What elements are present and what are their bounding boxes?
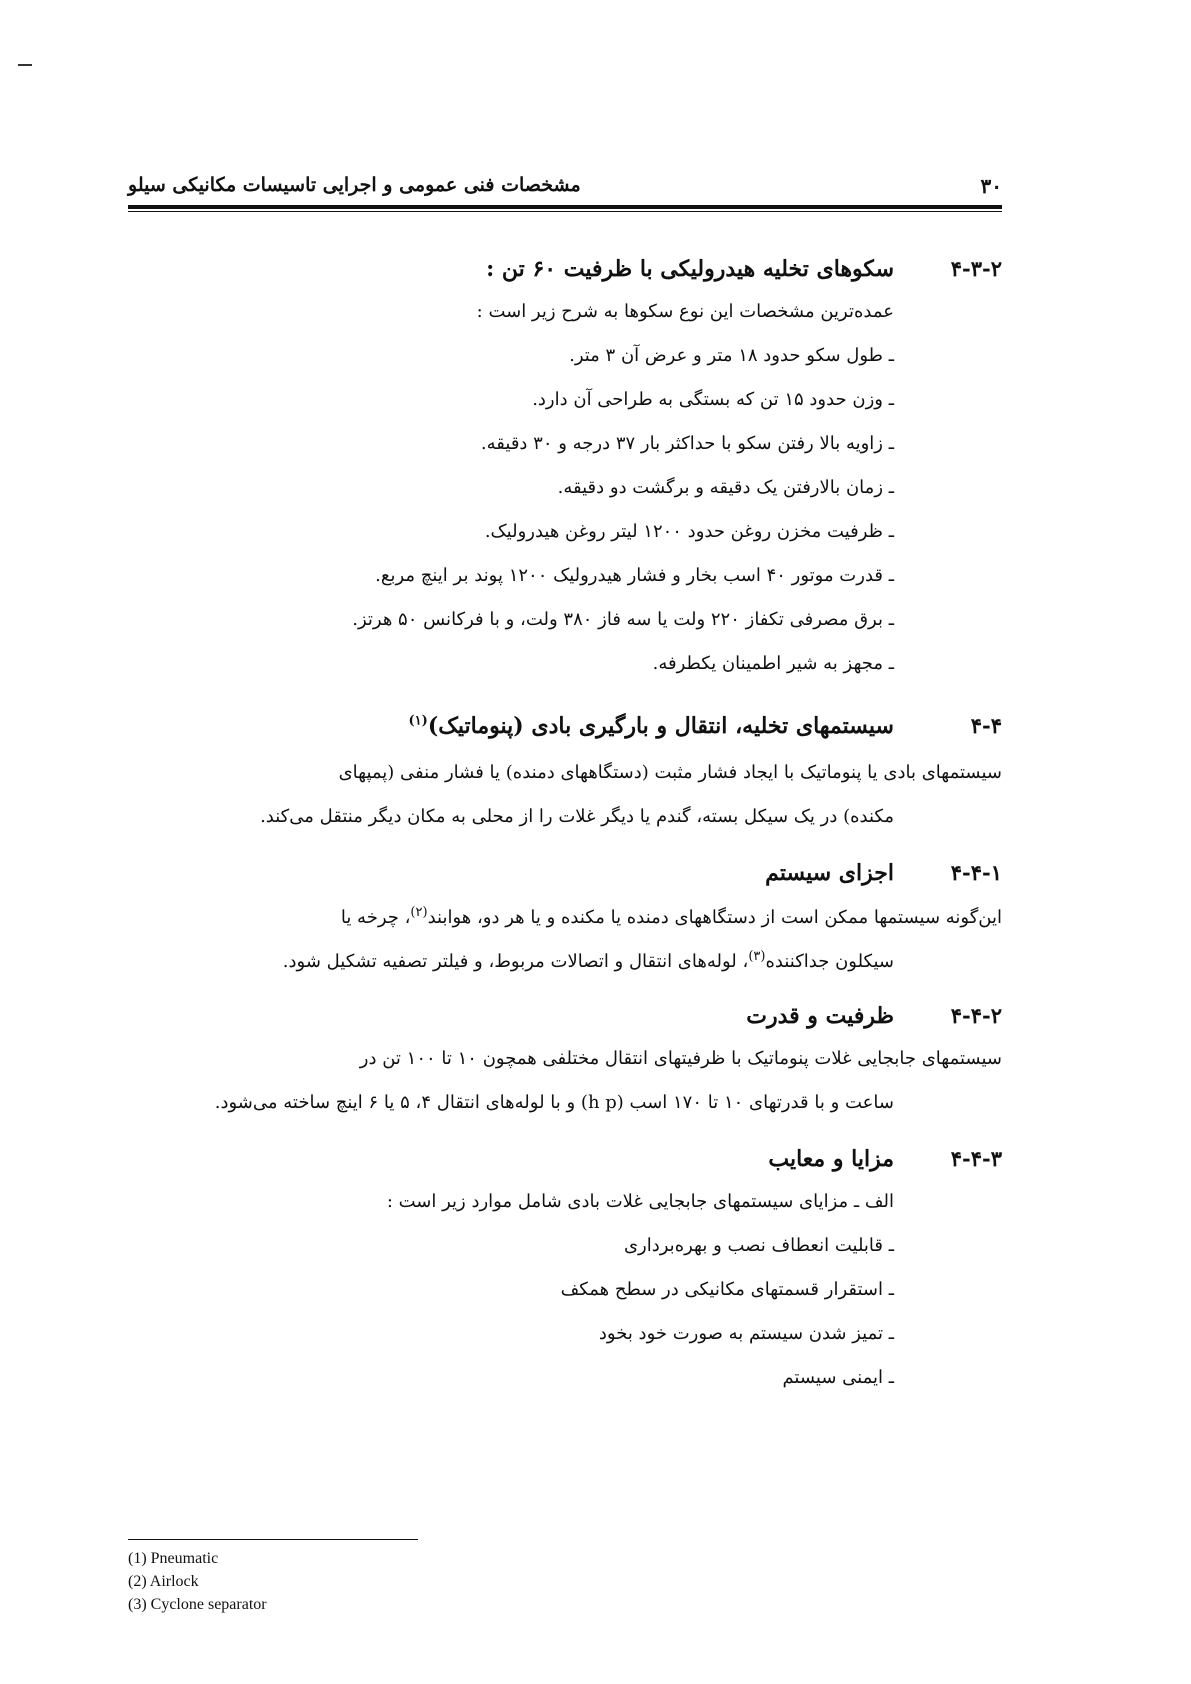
section-4-4-heading bbox=[302, 713, 1002, 745]
section-title: سیستمهای تخلیه، انتقال و بارگیری بادی (پنوماتیک)$^{(۱)}$ bbox=[408, 713, 894, 739]
footnote: (1) Pneumatic bbox=[128, 1550, 219, 1567]
header-rule-thick bbox=[128, 205, 1002, 209]
section-intro: الف ـ مزایای سیستمهای جابجایی غلات بادی شامل موارد زیر است : bbox=[386, 1191, 894, 1212]
section-4-3-2-heading bbox=[302, 256, 1002, 286]
paragraph-line: مکنده) در یک سیکل بسته، گندم یا دیگر غلات را از محلی به مکان دیگر منتقل می‌کند. bbox=[260, 806, 894, 827]
footnote-ref: (۲) bbox=[410, 905, 428, 920]
list-item: ـ استقرار قسمتهای مکانیکی در سطح همکف bbox=[560, 1279, 894, 1300]
section-4-4-2-heading bbox=[302, 1003, 1002, 1033]
list-item: ـ برق مصرفی تکفاز ۲۲۰ ولت یا سه فاز ۳۸۰ ولت، و با فرکانس ۵۰ هرتز. bbox=[352, 609, 894, 630]
section-title: ظرفیت و قدرت bbox=[746, 1003, 894, 1029]
footnote-ref: (۳) bbox=[748, 949, 766, 964]
section-title: مزایا و معایب bbox=[768, 1146, 894, 1172]
section-number: ۴-۴-۳ bbox=[950, 1146, 1002, 1171]
section-number: ۴-۴-۱ bbox=[950, 860, 1002, 885]
section-4-4-3-heading bbox=[302, 1146, 1002, 1176]
page-header bbox=[128, 170, 1002, 210]
paragraph-line: سیستمهای بادی یا پنوماتیک با ایجاد فشار مثبت (دستگاههای دمنده) یا فشار منفی (پمپهای bbox=[338, 762, 1002, 783]
list-item: ـ ایمنی سیستم bbox=[782, 1367, 894, 1388]
paragraph-line: سیستمهای جابجایی غلات پنوماتیک با ظرفیتهای انتقال مختلفی همچون ۱۰ تا ۱۰۰ تن در bbox=[359, 1048, 1002, 1069]
list-item: ـ وزن حدود ۱۵ تن که بستگی به طراحی آن دارد. bbox=[532, 389, 894, 410]
paragraph-line: این‌گونه سیستمها ممکن است از دستگاههای دمنده یا مکنده و یا هر دو، هوابند$^{(۲)}$، چرخه یا bbox=[340, 905, 1002, 928]
list-item: ـ زمان بالارفتن یک دقیقه و برگشت دو دقیقه. bbox=[557, 477, 894, 498]
list-item: ـ ظرفیت مخزن روغن حدود ۱۲۰۰ لیتر روغن هیدرولیک. bbox=[484, 521, 894, 542]
footnote: (3) Cyclone separator bbox=[128, 1596, 267, 1613]
running-title: مشخصات فنی عمومی و اجرایی تاسیسات مکانیکی سیلو bbox=[128, 174, 581, 196]
footnote-rule bbox=[128, 1539, 418, 1540]
section-title: سکوهای تخلیه هیدرولیکی با ظرفیت ۶۰ تن : bbox=[486, 256, 894, 282]
footnote-ref: (۱) bbox=[408, 713, 428, 729]
list-item: ـ طول سکو حدود ۱۸ متر و عرض آن ۳ متر. bbox=[569, 345, 894, 366]
list-item: ـ مجهز به شیر اطمینان یکطرفه. bbox=[652, 653, 894, 674]
page-number: ۳۰ bbox=[980, 174, 1002, 198]
section-number: ۴-۳-۲ bbox=[950, 256, 1002, 281]
list-item: ـ قدرت موتور ۴۰ اسب بخار و فشار هیدرولیک ۱۲۰۰ پوند بر اینچ مربع. bbox=[375, 565, 894, 586]
header-rule-thin bbox=[128, 211, 1002, 212]
section-number: ۴-۴-۲ bbox=[950, 1003, 1002, 1028]
list-item: ـ قابلیت انعطاف نصب و بهره‌برداری bbox=[623, 1235, 894, 1256]
section-intro: عمده‌ترین مشخصات این نوع سکوها به شرح زیر است : bbox=[476, 301, 894, 322]
paragraph-line: سیکلون جداکننده$^{(۳)}$، لوله‌های انتقال و اتصالات مربوط، و فیلتر تصفیه تشکیل شود. bbox=[282, 949, 894, 972]
section-number: ۴-۴ bbox=[970, 713, 1002, 738]
corner-mark bbox=[18, 64, 32, 66]
paragraph-line: ساعت و با قدرتهای ۱۰ تا ۱۷۰ اسب (h p) و با لوله‌های انتقال ۴، ۵ یا ۶ اینچ ساخته می‌شود. bbox=[214, 1092, 894, 1113]
list-item: ـ تمیز شدن سیستم به صورت خود بخود bbox=[598, 1323, 894, 1344]
section-4-4-1-heading bbox=[302, 860, 1002, 890]
footnotes bbox=[128, 1547, 267, 1616]
footnote: (2) Airlock bbox=[128, 1573, 199, 1590]
section-title: اجزای سیستم bbox=[765, 860, 894, 886]
list-item: ـ زاویه بالا رفتن سکو با حداکثر بار ۳۷ درجه و ۳۰ دقیقه. bbox=[480, 433, 894, 454]
